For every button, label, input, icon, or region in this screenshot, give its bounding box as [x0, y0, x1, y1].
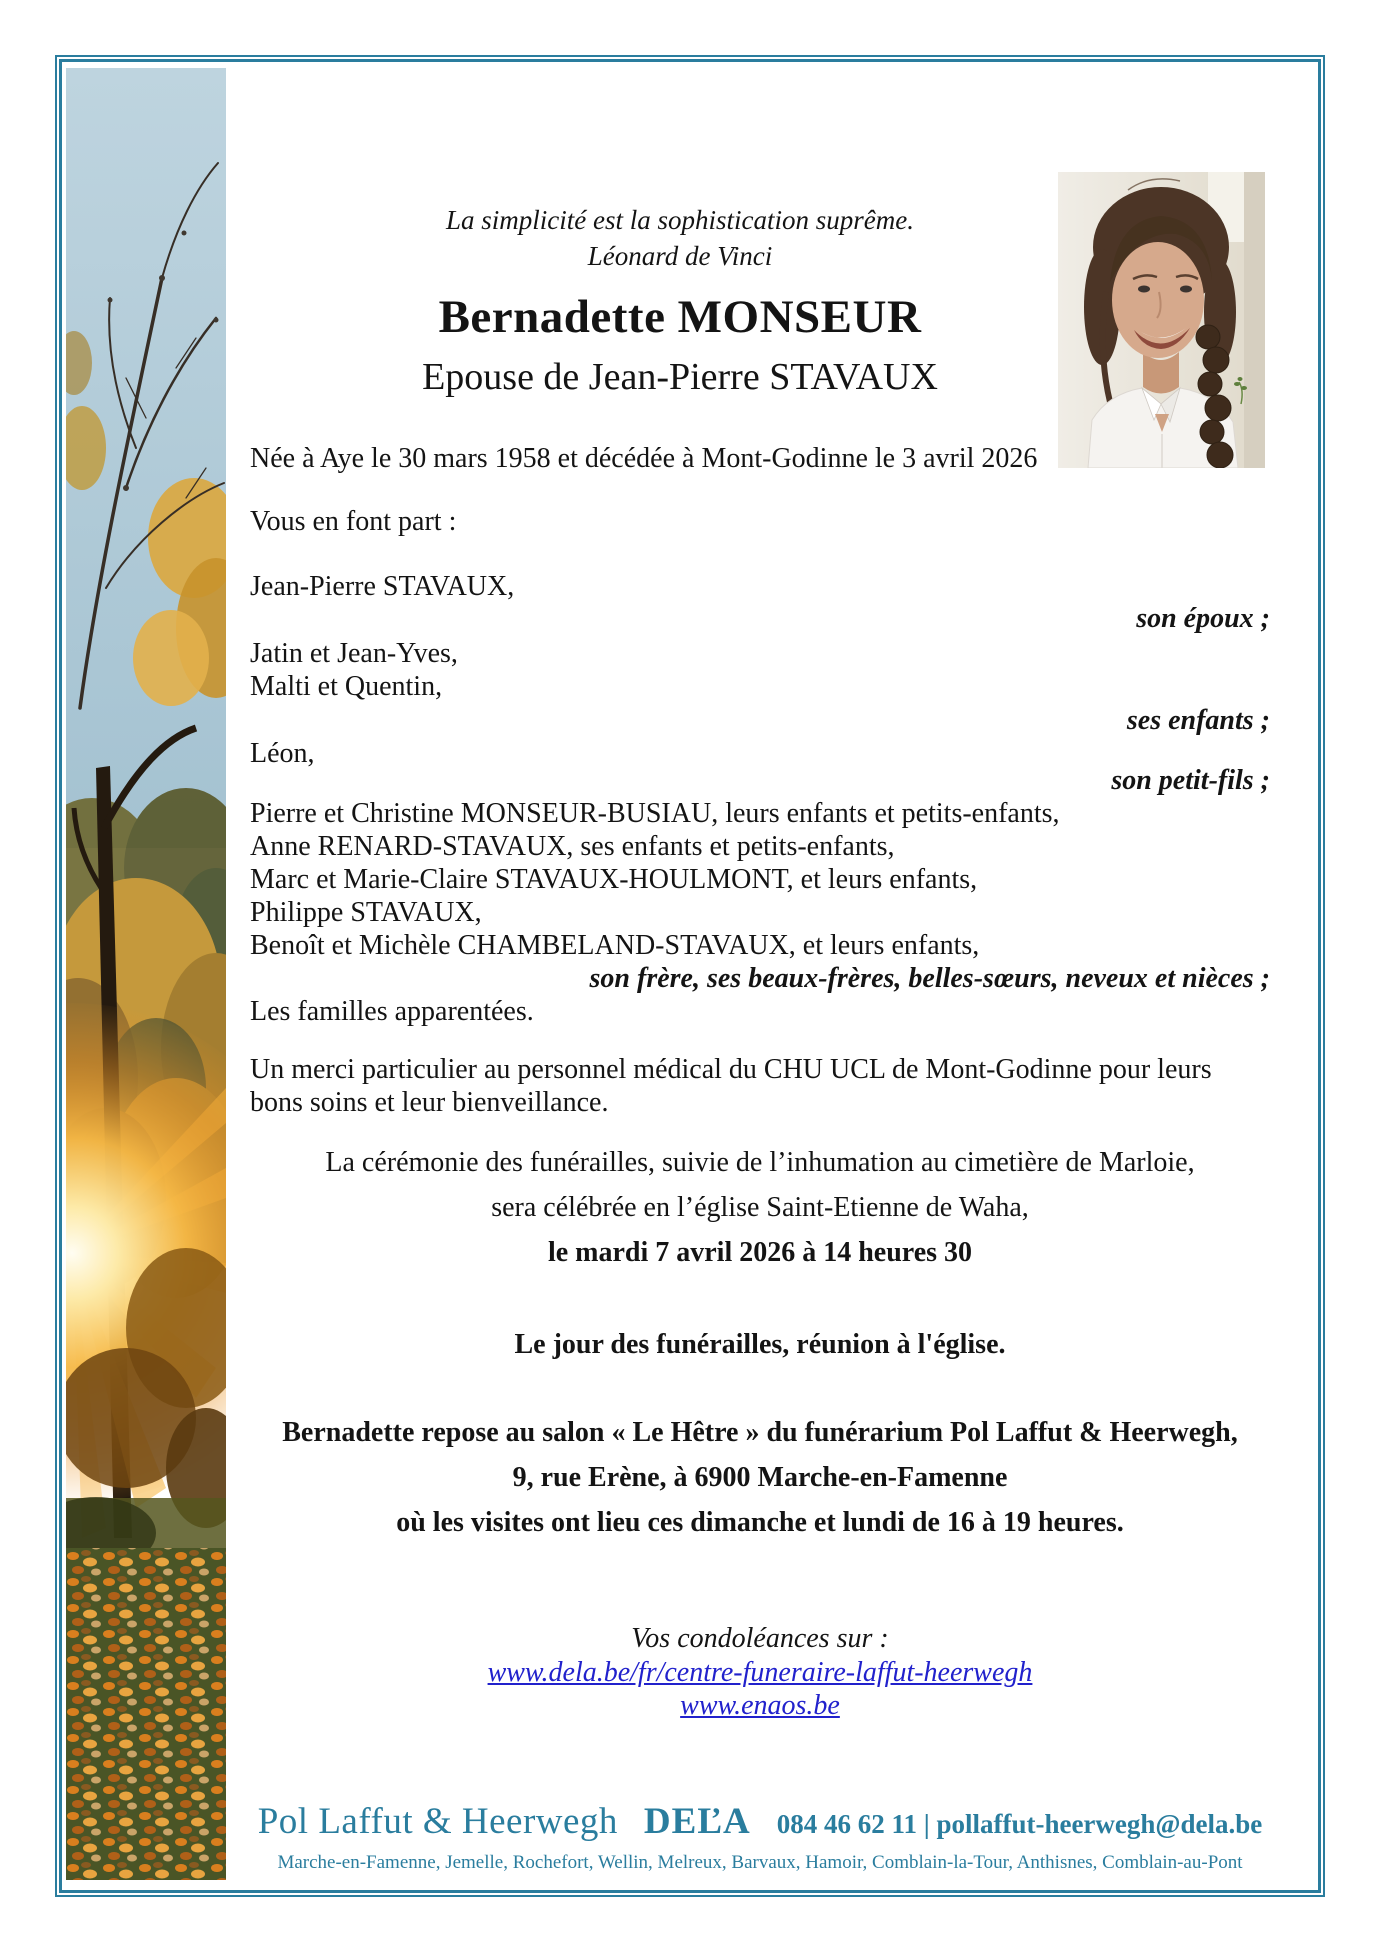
family-line-extended: Anne RENARD-STAVAUX, ses enfants et petits-enfants, — [250, 831, 895, 862]
family-line-husband: Jean-Pierre STAVAUX, — [250, 571, 515, 602]
relation-husband: son époux ; — [1136, 603, 1270, 634]
footer-brand-row — [250, 1800, 1270, 1844]
footer-phone-email: 084 46 62 11 | pollaffut-heerwegh@dela.be — [776, 1809, 1263, 1839]
family-line-extended: Philippe STAVAUX, — [250, 897, 482, 928]
announcement-closing: Les familles apparentées. — [250, 996, 534, 1027]
family-line-child: Jatin et Jean-Yves, — [250, 638, 458, 669]
thanks-paragraph: Un merci particulier au personnel médical du CHU UCL de Mont-Godinne pour leurs bons soins et leur bienveillance. — [250, 1054, 1212, 1119]
repose-line-2: 9, rue Erène, à 6900 Marche-en-Famenne — [512, 1462, 1008, 1493]
family-line-extended: Marc et Marie-Claire STAVAUX-HOULMONT, et leurs enfants, — [250, 864, 978, 895]
footer-locations: Marche-en-Famenne, Jemelle, Rochefort, Wellin, Melreux, Barvaux, Hamoir, Comblain-la-Tour, Anthisnes, Comblain-au-Pont — [277, 1852, 1243, 1873]
ceremony-line-2: sera célébrée en l’église Saint-Etienne de Waha, — [491, 1192, 1029, 1223]
condolences-link-enaos[interactable]: www.enaos.be — [680, 1690, 840, 1722]
ceremony-datetime: le mardi 7 avril 2026 à 14 heures 30 — [547, 1237, 973, 1268]
relation-grandson: son petit-fils ; — [1111, 765, 1270, 796]
repose-line-1: Bernadette repose au salon « Le Hêtre » du funérarium Pol Laffut & Heerwegh, — [282, 1417, 1238, 1448]
autumn-photo-strip — [66, 68, 226, 1880]
quote-text: La simplicité est la sophistication suprême. — [446, 205, 914, 235]
ceremony-meeting-line: Le jour des funérailles, réunion à l'église. — [514, 1329, 1006, 1360]
family-line-extended: Benoît et Michèle CHAMBELAND-STAVAUX, et leurs enfants, — [250, 930, 980, 961]
family-line-child: Malti et Quentin, — [250, 671, 443, 702]
family-line-extended: Pierre et Christine MONSEUR-BUSIAU, leurs enfants et petits-enfants, — [250, 798, 1060, 829]
spouse-line: Epouse de Jean-Pierre STAVAUX — [422, 356, 938, 398]
relation-extended: son frère, ses beaux-frères, belles-sœurs, neveux et nièces ; — [589, 963, 1270, 994]
birth-death-line: Née à Aye le 30 mars 1958 et décédée à Mont-Godinne le 3 avril 2026 — [250, 443, 1038, 474]
repose-line-3: où les visites ont lieu ces dimanche et lundi de 16 à 19 heures. — [396, 1507, 1124, 1538]
relation-children: ses enfants ; — [1126, 705, 1270, 736]
funeral-home-name: Pol Laffut & Heerwegh — [257, 1801, 618, 1842]
family-line-grandson: Léon, — [250, 738, 315, 769]
ceremony-line-1: La cérémonie des funérailles, suivie de l’inhumation au cimetière de Marloie, — [325, 1147, 1195, 1178]
announcement-intro: Vous en font part : — [250, 506, 457, 537]
dela-logo: DEĽA — [643, 1801, 751, 1842]
deceased-name: Bernadette MONSEUR — [438, 291, 922, 343]
condolences-link-dela[interactable]: www.dela.be/fr/centre-funeraire-laffut-heerwegh — [487, 1657, 1033, 1688]
quote-author: Léonard de Vinci — [587, 241, 773, 271]
condolences-label: Vos condoléances sur : — [631, 1623, 889, 1654]
